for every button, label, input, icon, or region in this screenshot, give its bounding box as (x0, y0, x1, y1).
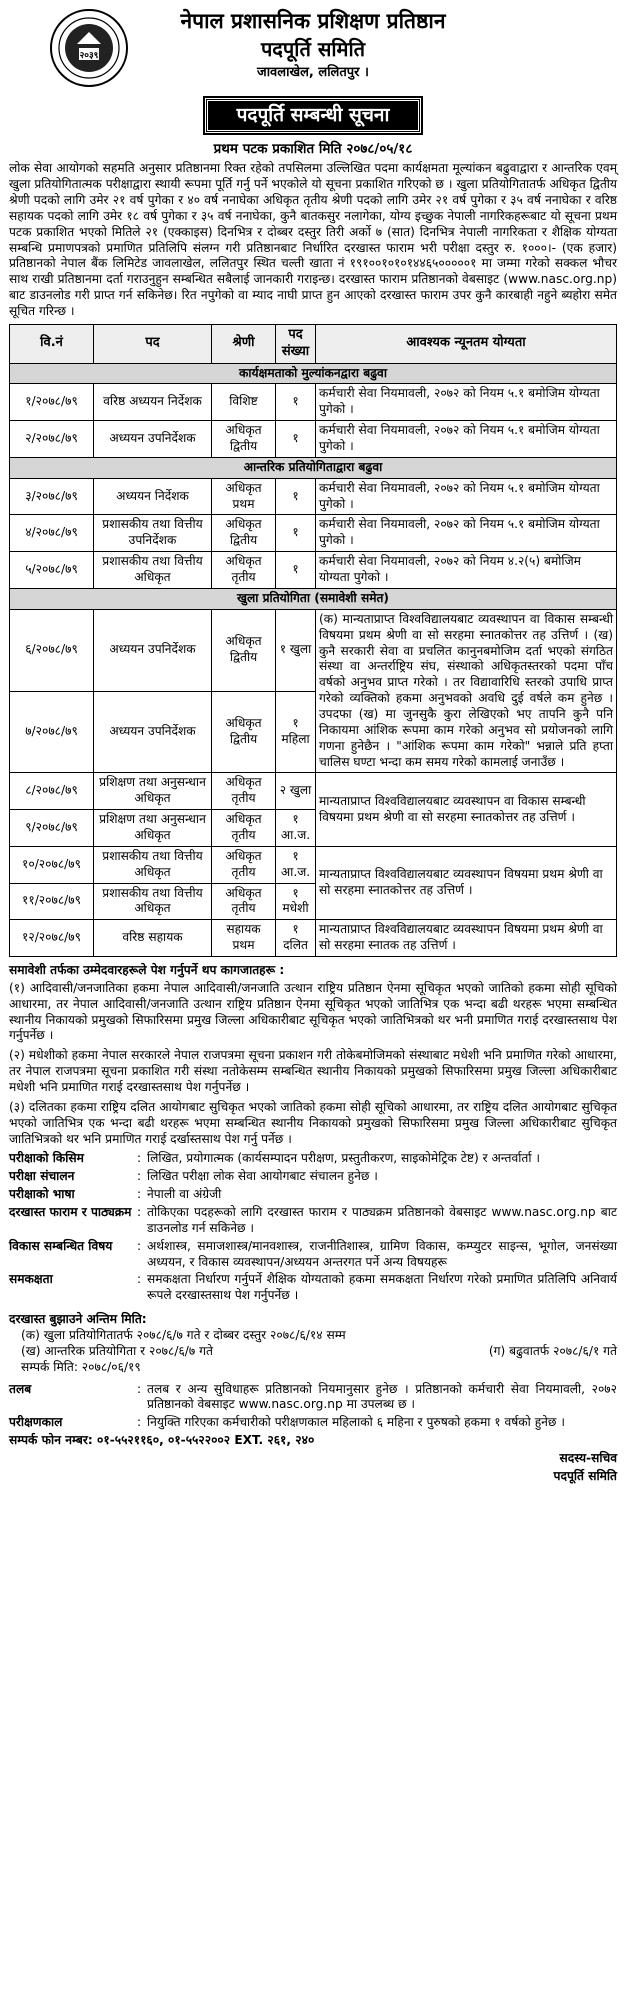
info-section (9, 1151, 617, 1304)
deadline-internal: (ख) आन्तरिक प्रतियोगिता र २०७८/६/७ गते (21, 1343, 213, 1358)
docs-title: समावेशी तर्फका उम्मेदवारहरूले पेश गर्नुपर्ने थप कागजातहरू : (9, 962, 285, 977)
phone-numbers: ०१-५५२११६०, ०१-५५२२००२ EXT. २६१, २४० (97, 1433, 315, 1448)
notice-page (9, 6, 617, 1485)
qualification-cell: मान्यताप्राप्त विश्वविद्यालयबाट व्यवस्थापन विषयमा प्रथम श्रेणी वा सो सरहमा स्नातकोत्तर तह उत्तिर्ण । (316, 846, 617, 919)
table-row: ३/२०७८/७९ अध्ययन निर्देशक अधिकृत प्रथम १ कर्मचारी सेवा नियमावली, २०७२ को नियम ५.१ बमोजिम योग्यता पुगेको । (10, 478, 617, 515)
col-post: पद (94, 324, 212, 363)
table-row: ९/२०७८/७९ प्रशिक्षण तथा अनुसन्धान अधिकृत अधिकृत तृतीय १ आ.ज. (10, 810, 617, 847)
table-header-row (10, 324, 617, 363)
col-count: पद संख्या (276, 324, 316, 363)
info-row: दरखास्त फाराम र पाठ्यक्रम : तोकिएका पदहरूको लागि दरखास्त फाराम र पाठ्यक्रम प्रतिष्ठानको वेबसाइट www.nasc.org.np बाट डाउनलोड गर्न सकिनेछ । (9, 1205, 617, 1235)
table-row: ६/२०७८/७९ अध्ययन उपनिर्देशक अधिकृत द्वितीय १ खुला (क) मान्यताप्राप्त विश्वविद्यालयबाट व्यवस्थापन वा विकास सम्बन्धी विषयमा प्रथम श्रेणी वा सो सरहमा स्नातकोत्तर तह उत्तिर्ण । (ख) कुनै सरकारी सेवा वा प्रचलित कानुनबमोजिम दर्ता भएको संगठित संस्था वा अन्तर्राष्ट्रिय संघ, संस्थाको अधिकृतस्तरको पदमा पाँच वर्षको अनुभव प्राप्त गरेको । तर विद्यावारिधि स्तरको उपाधि प्राप्त गरेको व्यक्तिको हकमा अनुभवको अवधि दुई वर्षले कम हुनेछ । उपदफा (ख) मा जुनसुकै कुरा लेखिएको भए तापनि कुनै पनि निकायमा आंशिक रूपमा काम गरेको अनुभव सो प्रयोजनको लागि गणना हुनेछैन । "आंशिक रूपमा काम गरेको" भन्नाले प्रति हप्ता चालिस घण्टा भन्दा कम समय गरेको कामलाई जनाउँछ । (10, 609, 617, 691)
deadline-row (9, 1344, 617, 1360)
info-row: विकास सम्बन्धित विषय : अर्थशास्त्र, समाजशास्त्र/मानवशास्त्र, राजनीतिशास्त्र, ग्रामिण विकास, कम्प्युटर साइन्स, भूगोल, जनसंख्या अध्ययन, र विकास व्यवस्थापन/अध्ययन अन्तरगत पर्ने अन्य विषयहरू (9, 1238, 617, 1269)
header (9, 8, 617, 94)
table-row: ७/२०७८/७९ अध्ययन उपनिर्देशक अधिकृत द्वितीय १ महिला (10, 691, 617, 773)
svg-text:२०३९: २०३९ (79, 51, 99, 61)
list-item: (२) मधेशीको हकमा नेपाल सरकारले नेपाल राजपत्रमा सूचना प्रकाशन गरी तोकेबमोजिमको संस्थाबाट मधेशी भनि प्रमाणित गरेको आधारमा, तर नेपाल राजपत्रमा सूचना प्रकाशित गरी संस्था नतोकेसम्म सम्बन्धित स्थानीय निकायको प्रमुखको सिफारिसमा प्रमुख जिल्ला अधिकारीबाट मधेशी भनि प्रमाणित गराई दरखास्तसाथ पेश गर्नुपर्नेछ । (9, 1048, 617, 1094)
contact-row: सम्पर्क फोन नम्बर: ०१-५५२११६०, ०१-५५२२००२ EXT. २६१, २४० (9, 1433, 315, 1448)
qualification-cell: (क) मान्यताप्राप्त विश्वविद्यालयबाट व्यवस्थापन वा विकास सम्बन्धी विषयमा प्रथम श्रेणी वा सो सरहमा स्नातकोत्तर तह उत्तिर्ण । (ख) कुनै सरकारी सेवा वा प्रचलित कानुनबमोजिम दर्ता भएको संगठित संस्था वा अन्तर्राष्ट्रिय संघ, संस्थाको अधिकृतस्तरको पदमा पाँच वर्षको अनुभव प्राप्त गरेको । तर विद्यावारिधि स्तरको उपाधि प्राप्त गरेको व्यक्तिको हकमा अनुभवको अवधि दुई वर्षले कम हुनेछ । उपदफा (ख) मा जुनसुकै कुरा लेखिएको भए तापनि कुनै पनि निकायमा आंशिक रूपमा काम गरेको अनुभव सो प्रयोजनको लागि गणना हुनेछैन । "आंशिक रूपमा काम गरेको" भन्नाले प्रति हप्ता चालिस घण्टा भन्दा कम समय गरेको कामलाई जनाउँछ । (316, 609, 617, 773)
probation-row: परीक्षणकाल : नियुक्ति गरिएका कर्मचारीको परीक्षणकाल महिलाको ६ महिना र पुरुषको हकमा १ वर्षको हुनेछ । (9, 1415, 565, 1430)
section-row: आन्तरिक प्रतियोगिताद्वारा बढुवा (10, 457, 617, 478)
table-row: १/२०७८/७९ वरिष्ठ अध्ययन निर्देशक विशिष्ट १ कर्मचारी सेवा नियमावली, २०७२ को नियम ५.१ बमोजिम योग्यता पुगेको । (10, 384, 617, 421)
contact-date: सम्पर्क मिति: २०७८/०६/१९ (21, 1359, 141, 1374)
deadline-open: (क) खुला प्रतियोगितातर्फ २०७८/६/७ गते र दोब्बर दस्तुर २०७८/६/१४ सम्म (21, 1328, 346, 1343)
col-qualification: आवश्यक न्यूनतम योग्यता (316, 324, 617, 363)
table-row: ५/२०७८/७९ प्रशासकीय तथा वित्तीय अधिकृत अधिकृत तृतीय १ कर्मचारी सेवा नियमावली, २०७२ को नियम ४.२(५) बमोजिम योग्यता पुगेको । (10, 552, 617, 589)
list-item: (३) दलितका हकमा राष्ट्रिय दलित आयोगबाट सुचिकृत भएको जातिको हकमा सोही सूचिको आधारमा, तर राष्ट्रिय दलित आयोगबाट सुचिकृत भएको जातिभित्र एक भन्दा बढी थरहरू भएमा सम्बन्धित स्थानीय निकायको प्रमुखको सिफारिसमा प्रमुख जिल्ला अधिकारीबाट सुचिकृत जातिभित्रको थर भनि प्रमाणित गराई दर्खास्तसाथ पेश गर्नु पर्नेछ । (9, 1099, 617, 1146)
col-class: श्रेणी (212, 324, 276, 363)
committee-name: पदपूर्ति समिति (260, 37, 366, 62)
qualification-cell: मान्यताप्राप्त विश्वविद्यालयबाट व्यवस्थापन वा विकास सम्बन्धी विषयमा प्रथम श्रेणी वा सो सरहमा स्नातकोत्तर तह उत्तिर्ण । (316, 773, 617, 846)
docs-list (9, 981, 617, 1148)
table-row: १०/२०७८/७९ प्रशासकीय तथा वित्तीय अधिकृत अधिकृत तृतीय १ आ.ज. मान्यताप्राप्त विश्वविद्यालयबाट व्यवस्थापन विषयमा प्रथम श्रेणी वा सो सरहमा स्नातकोत्तर तह उत्तिर्ण । (10, 846, 617, 883)
info-row: समकक्षता : समकक्षता निर्धारण गर्नुपर्ने शैक्षिक योग्यताको हकमा समकक्षता निर्धारण गरेको प्रमाणित प्रतिलिपि अनिवार्य रूपले दरखास्तसाथ पेश गर्नुपर्नेछ । (9, 1272, 617, 1303)
table-row: १२/२०७८/७९ वरिष्ठ सहायक सहायक प्रथम १ दलित मान्यताप्राप्त विश्वविद्यालयबाट व्यवस्थापन विषयमा प्रथम श्रेणी वा सो सरहमा स्नातक तह उत्तिर्ण । (10, 920, 617, 957)
table-row: ४/२०७८/७९ प्रशासकीय तथा वित्तीय उपनिर्देशक अधिकृत द्वितीय १ कर्मचारी सेवा नियमावली, २०७२ को नियम ५.१ बमोजिम योग्यता पुगेको । (10, 515, 617, 552)
notice-title: पदपूर्ति सम्बन्धी सूचना (205, 98, 421, 133)
institute-name: नेपाल प्रशासनिक प्रशिक्षण प्रतिष्ठान (180, 9, 446, 33)
info-row: परीक्षाको किसिम : लिखित, प्रयोगात्मक (कार्यसम्पादन परीक्षण, प्रस्तुतीकरण, साइकोमेट्रिक टेष्ट) र अन्तर्वार्ता । (9, 1151, 541, 1166)
posts-table (9, 324, 617, 957)
signature-committee: पदपूर्ति समिति (553, 1468, 617, 1483)
table-row: ८/२०७८/७९ प्रशिक्षण तथा अनुसन्धान अधिकृत अधिकृत तृतीय २ खुला मान्यताप्राप्त विश्वविद्यालयबाट व्यवस्थापन वा विकास सम्बन्धी विषयमा प्रथम श्रेणी वा सो सरहमा स्नातकोत्तर तह उत्तिर्ण । (10, 773, 617, 810)
section-row: कार्यक्षमताको मुल्यांकनद्वारा बढुवा (10, 363, 617, 384)
list-item: (१) आदिवासी/जनजातिका हकमा नेपाल आदिवासी/जनजाति उत्थान राष्ट्रिय प्रतिष्ठान ऐनमा सूचिकृत भएको जातिको हकमा सोही सूचिको आधारमा, तर नेपाल आदिवासी/जनजाति उत्थान राष्ट्रिय प्रतिष्ठान ऐनमा सूचिकृत भएको जातिभित्र एक भन्दा बढी थरहरू भएमा सम्बन्धित स्थानीय निकायको प्रमुखको सिफारिसमा प्रमुख जिल्ला अधिकारीबाट सूचिकृत भएको जातिभित्रको थर भनी प्रमाणित गराई दरखास्तसाथ पेश गर्नुपर्नेछ । (9, 980, 617, 1043)
table-row: २/२०७८/७९ अध्ययन उपनिर्देशक अधिकृत द्वितीय १ कर्मचारी सेवा नियमावली, २०७२ को नियम ५.१ बमोजिम योग्यता पुगेको । (10, 421, 617, 458)
institute-logo (49, 8, 129, 88)
address: जावलाखेल, ललितपुर । (257, 65, 369, 81)
deadline-promotion: (ग) बढुवातर्फ २०७८/६/१ गते (488, 1343, 617, 1358)
table-row: ११/२०७८/७९ प्रशासकीय तथा वित्तीय अधिकृत अधिकृत तृतीय १ मधेशी (10, 883, 617, 920)
signature-title: सदस्य-सचिव (559, 1451, 617, 1466)
intro-paragraph: लोक सेवा आयोगको सहमति अनुसार प्रतिष्ठानमा रिक्त रहेको तपसिलमा उल्लिखित पदमा कार्यक्षमता मूल्यांकन बढुवाद्वारा र आन्तरिक एवम् खुला प्रतियोगितात्मक परीक्षाद्वारा स्थायी रूपमा पूर्ति गर्नु पर्ने भएकोले यो सूचना प्रकाशित गरिएको छ । खुला प्रतियोगितातर्फ अधिकृत द्वितीय श्रेणी पदको लागि उमेर २१ वर्ष पुगेका र ४० वर्ष ननाघेका अधिकृत तृतीय श्रेणी पदको लागि उमेर २१ वर्ष पुगेका र ३५ वर्ष ननाघेका र वरिष्ठ सहायक पदको लागि उमेर १८ वर्ष पुगेका र ३५ वर्ष ननाघेका, कुनै बातकसुर नलागेका, योग्य इच्छुक नेपाली नागरिकहरूबाट यो सूचना प्रथम पटक प्रकाशित भएको मितिले २१ (एक्काइस) दिनभित्र र दोब्बर दस्तुर तिरी अर्को ७ (सात) दिनभित्र नेपाली नागरिकता र शैक्षिक योग्यता सम्बन्धि प्रमाणपत्रको प्रमाणित प्रतिलिपि संलग्न गरी प्रतिष्ठानबाट निर्धारित दरखास्त फाराम भरी परीक्षा दस्तुर रु. १०००।- (एक हजार) प्रतिष्ठानको नेपाल बैंक लिमिटेड जावलाखेल, ललितपुर स्थित चल्ती खाता नं १९१००१०१०१४४६५०००००१ मा जम्मा गरेको सक्कल भौचर साथ राखी प्रतिष्ठानमा दर्ता गराउनुहुन सम्बन्धित सबैलाई जानकारी गराइन्छ। दरखास्त फाराम प्रतिष्ठानको वेबसाइट (www.nasc.org.np) बाट डाउनलोड गरी प्राप्त गर्न सकिनेछ। रित नपुगेको वा म्याद नाघी प्राप्त हुन आएको दरखास्त फाराम उपर कुनै कारबाही नहुने ब्यहोरा समेत सूचित गरिन्छ । (9, 161, 617, 318)
col-serial: वि.नं (10, 324, 94, 363)
salary-row: तलब : तलब र अन्य सुविधाहरू प्रतिष्ठानको नियमानुसार हुनेछ । प्रतिष्ठानको कर्मचारी सेवा नियमावली, २०७२ प्रतिष्ठानको वेबसाइट www.nasc.org.np मा उपलब्ध छ । (9, 1381, 617, 1412)
deadline-title: दरखास्त बुझाउने अन्तिम मिति: (9, 1312, 147, 1327)
publish-date: प्रथम पटक प्रकाशित मिति २०७८/०५/१८ (213, 140, 413, 157)
info-row: परीक्षाको भाषा : नेपाली वा अंग्रेजी (9, 1187, 222, 1202)
info-row: परीक्षा संचालन : लिखित परीक्षा लोक सेवा आयोगबाट संचालन हुनेछ । (9, 1169, 378, 1184)
section-row: खुला प्रतियोगिता (समावेशी समेत) (10, 588, 617, 609)
